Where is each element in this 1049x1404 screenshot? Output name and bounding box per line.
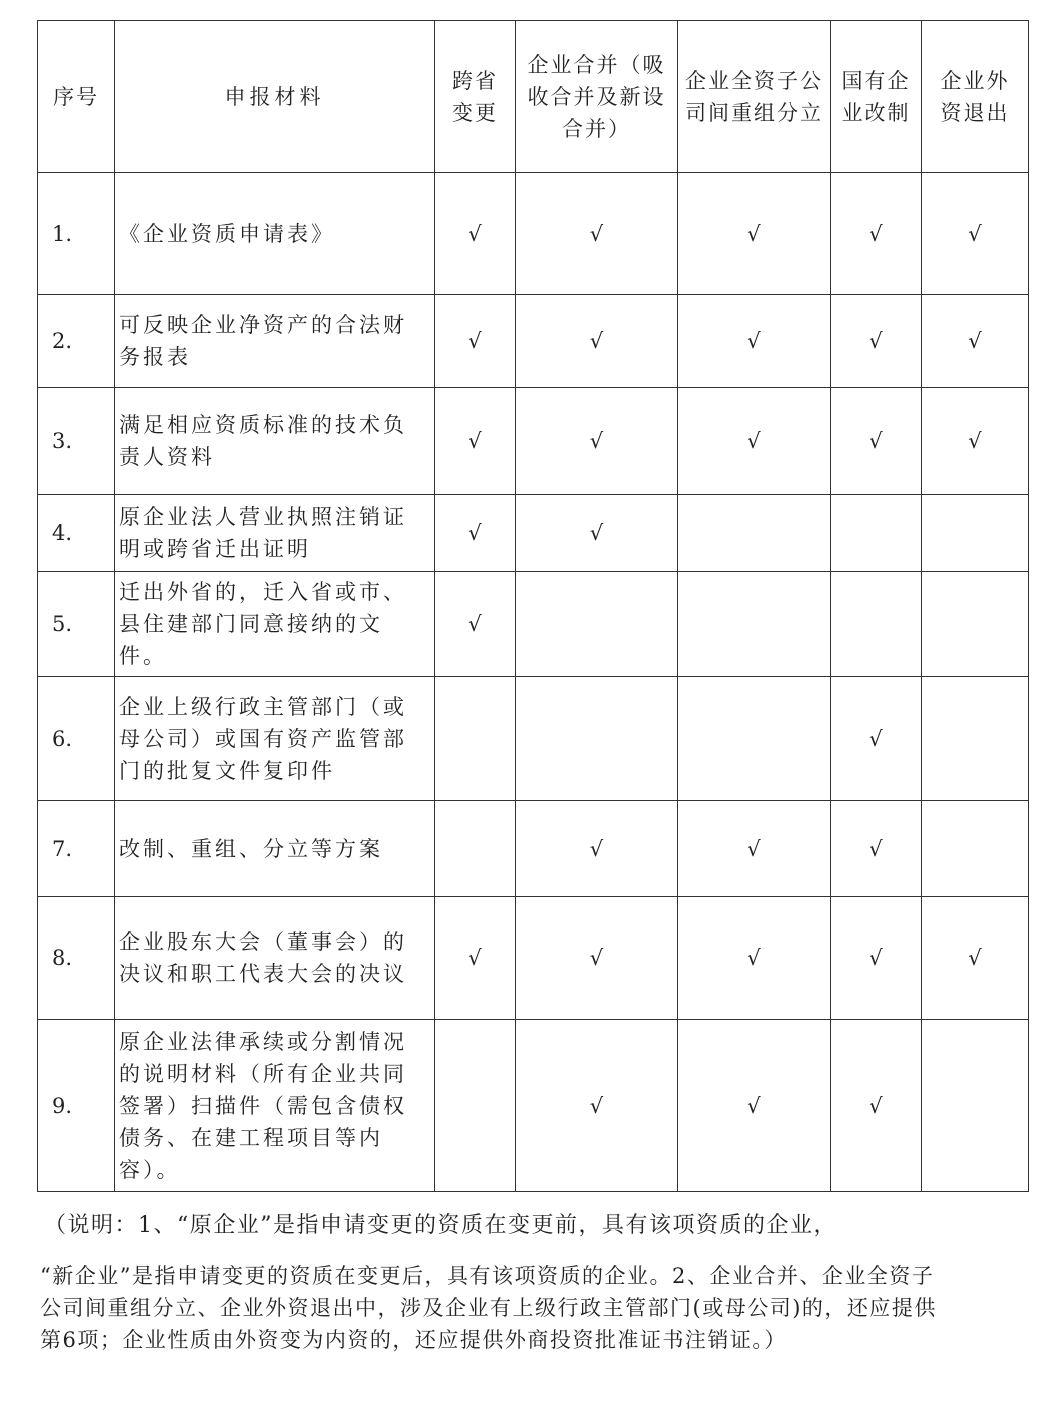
check-cell [922, 572, 1029, 677]
row-number: 9. [38, 1020, 115, 1192]
header-merger: 企业合并（吸收合并及新设合并） [516, 21, 678, 173]
header-cross-province: 跨省变更 [435, 21, 516, 173]
check-mark-icon: √ [468, 521, 482, 545]
header-soe-reform: 国有企业改制 [831, 21, 922, 173]
table-row [38, 1020, 1029, 1192]
check-mark-icon: √ [747, 836, 761, 861]
check-cell [831, 1020, 922, 1192]
check-mark-icon: √ [869, 836, 883, 861]
check-cell [922, 1020, 1029, 1192]
check-cell [435, 897, 516, 1020]
check-cell [435, 1020, 516, 1192]
check-cell [831, 173, 922, 295]
check-cell [678, 388, 831, 495]
check-cell [922, 388, 1029, 495]
check-cell [678, 801, 831, 897]
row-number: 3. [38, 388, 115, 495]
check-cell [678, 677, 831, 801]
check-cell [516, 388, 678, 495]
row-material: 原企业法人营业执照注销证明或跨省迁出证明 [115, 495, 435, 572]
table-row [38, 572, 1029, 677]
row-material: 迁出外省的，迁入省或市、县住建部门同意接纳的文件。 [115, 572, 435, 677]
check-cell [516, 1020, 678, 1192]
check-mark-icon: √ [468, 612, 482, 636]
row-material: 可反映企业净资产的合法财务报表 [115, 295, 435, 388]
check-cell [678, 572, 831, 677]
check-cell [435, 677, 516, 801]
row-material: 原企业法律承续或分割情况的说明材料（所有企业共同签署）扫描件（需包含债权债务、在建工程项目等内容）。 [115, 1020, 435, 1192]
check-cell [678, 295, 831, 388]
table-row [38, 495, 1029, 572]
check-mark-icon: √ [589, 329, 604, 353]
header-subsidiary-reorg: 企业全资子公司间重组分立 [678, 21, 831, 173]
check-cell [922, 801, 1029, 897]
check-mark-icon: √ [589, 521, 604, 545]
check-cell [678, 1020, 831, 1192]
check-cell [922, 495, 1029, 572]
header-no: 序号 [38, 21, 115, 173]
header-foreign-exit: 企业外资退出 [922, 21, 1029, 173]
check-cell [516, 295, 678, 388]
check-mark-icon: √ [968, 946, 982, 970]
table-row [38, 801, 1029, 897]
check-cell [516, 173, 678, 295]
materials-table [37, 20, 1029, 1192]
check-mark-icon: √ [747, 429, 761, 453]
check-cell [831, 572, 922, 677]
check-cell [516, 801, 678, 897]
check-mark-icon: √ [869, 946, 883, 970]
check-mark-icon: √ [468, 946, 482, 970]
check-mark-icon: √ [589, 1093, 604, 1118]
row-number: 7. [38, 801, 115, 897]
table-row [38, 173, 1029, 295]
check-cell [435, 495, 516, 572]
check-cell [831, 801, 922, 897]
check-mark-icon: √ [968, 329, 982, 353]
check-cell [831, 495, 922, 572]
check-cell [922, 173, 1029, 295]
row-number: 5. [38, 572, 115, 677]
check-mark-icon: √ [747, 329, 761, 353]
header-row [38, 21, 1029, 173]
check-mark-icon: √ [468, 221, 482, 246]
check-cell [831, 677, 922, 801]
check-mark-icon: √ [589, 946, 604, 970]
row-number: 4. [38, 495, 115, 572]
check-mark-icon: √ [869, 726, 883, 751]
row-material: 《企业资质申请表》 [115, 173, 435, 295]
check-mark-icon: √ [589, 221, 604, 246]
check-mark-icon: √ [468, 329, 482, 353]
row-material: 满足相应资质标准的技术负责人资料 [115, 388, 435, 495]
table-row [38, 897, 1029, 1020]
check-cell [435, 388, 516, 495]
row-material: 企业上级行政主管部门（或母公司）或国有资产监管部门的批复文件复印件 [115, 677, 435, 801]
row-material: 企业股东大会（董事会）的决议和职工代表大会的决议 [115, 897, 435, 1020]
table-row [38, 677, 1029, 801]
row-number: 2. [38, 295, 115, 388]
check-cell [678, 897, 831, 1020]
table-row [38, 388, 1029, 495]
check-cell [516, 677, 678, 801]
check-cell [831, 388, 922, 495]
check-cell [922, 897, 1029, 1020]
check-mark-icon: √ [968, 221, 982, 246]
note-body: “新企业”是指申请变更的资质在变更后，具有该项资质的企业。2、企业合并、企业全资子公司间重组分立、企业外资退出中，涉及企业有上级行政主管部门(或母公司)的，还应提供第6项；企业性质由外资变为内资的，还应提供外商投资批准证书注销证。） [40, 1264, 937, 1352]
check-mark-icon: √ [589, 429, 604, 453]
check-cell [831, 295, 922, 388]
check-mark-icon: √ [747, 946, 761, 970]
table-row [38, 295, 1029, 388]
check-mark-icon: √ [869, 329, 883, 353]
check-cell [435, 801, 516, 897]
check-mark-icon: √ [869, 429, 883, 453]
check-cell [922, 677, 1029, 801]
check-cell [831, 897, 922, 1020]
check-mark-icon: √ [468, 429, 482, 453]
check-cell [516, 495, 678, 572]
check-cell [678, 173, 831, 295]
check-cell [435, 572, 516, 677]
row-number: 1. [38, 173, 115, 295]
header-material: 申报材料 [115, 21, 435, 173]
check-cell [516, 572, 678, 677]
row-material: 改制、重组、分立等方案 [115, 801, 435, 897]
check-cell [678, 495, 831, 572]
check-cell [516, 897, 678, 1020]
note-line1: （说明：1、“原企业”是指申请变更的资质在变更前，具有该项资质的企业， [44, 1213, 837, 1238]
row-number: 8. [38, 897, 115, 1020]
check-mark-icon: √ [589, 836, 604, 861]
row-number: 6. [38, 677, 115, 801]
check-mark-icon: √ [747, 221, 761, 246]
check-cell [435, 295, 516, 388]
check-mark-icon: √ [747, 1093, 761, 1118]
check-cell [435, 173, 516, 295]
check-mark-icon: √ [869, 221, 883, 246]
check-mark-icon: √ [968, 429, 982, 453]
check-mark-icon: √ [869, 1093, 883, 1118]
check-cell [922, 295, 1029, 388]
